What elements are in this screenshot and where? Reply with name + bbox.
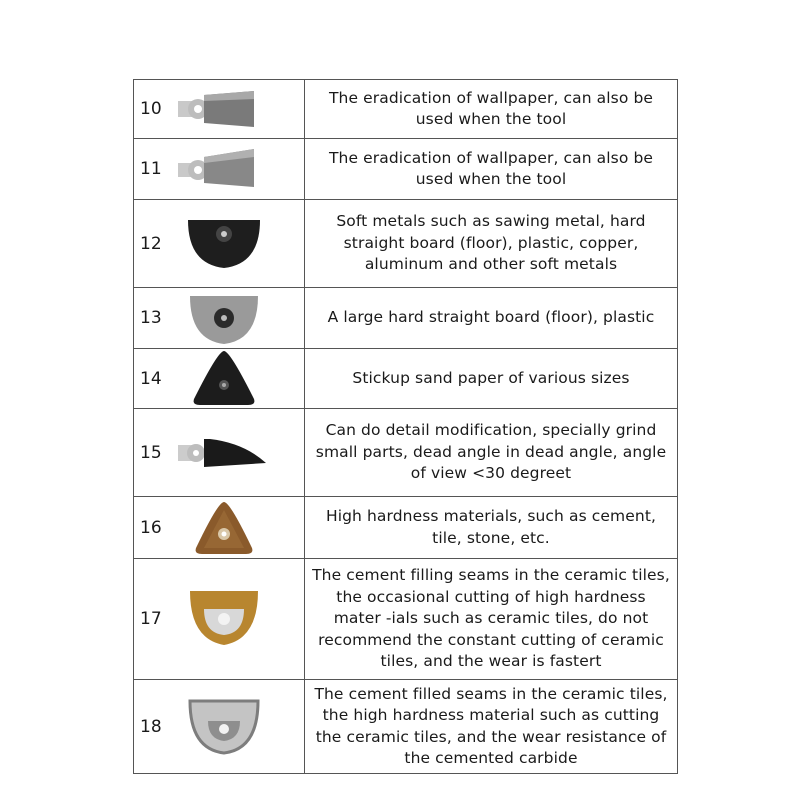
row-description: High hardness materials, such as cement, tile, stone, etc. bbox=[325, 507, 657, 547]
table-row bbox=[134, 80, 678, 139]
detail-sanding-finger-icon bbox=[174, 423, 274, 483]
number-image-cell bbox=[134, 200, 305, 288]
description-cell bbox=[305, 559, 678, 680]
number-image-cell bbox=[134, 80, 305, 139]
row-description: A large hard straight board (floor), plastic bbox=[327, 308, 655, 327]
row-number: 17 bbox=[140, 609, 162, 629]
black-segment-saw-blade-icon bbox=[174, 214, 274, 274]
row-description: Can do detail modification, specially grind small parts, dead angle in dead angle, angle of view <30 degreet bbox=[315, 421, 667, 483]
description-cell bbox=[305, 409, 678, 497]
row-number: 14 bbox=[140, 368, 162, 389]
table-row bbox=[134, 497, 678, 559]
row-description: The eradication of wallpaper, can also be used when the tool bbox=[328, 148, 654, 188]
row-number: 13 bbox=[140, 308, 162, 328]
description-cell bbox=[305, 497, 678, 559]
flat-scraper-blade-icon bbox=[174, 79, 274, 139]
number-image-cell bbox=[134, 288, 305, 349]
table-row bbox=[134, 288, 678, 349]
blade-table bbox=[133, 79, 675, 774]
table-row bbox=[134, 349, 678, 409]
description-cell bbox=[305, 680, 678, 774]
row-number: 18 bbox=[140, 716, 162, 737]
number-image-cell bbox=[134, 139, 305, 200]
table-row bbox=[134, 680, 678, 774]
row-number: 10 bbox=[140, 99, 162, 119]
description-cell bbox=[305, 200, 678, 288]
carbide-segment-blade-icon bbox=[174, 589, 274, 649]
number-image-cell bbox=[134, 349, 305, 409]
row-number: 11 bbox=[140, 159, 162, 179]
description-cell bbox=[305, 349, 678, 409]
description-cell bbox=[305, 139, 678, 200]
grey-segment-saw-blade-icon bbox=[174, 288, 274, 348]
carbide-triangle-rasp-icon bbox=[174, 498, 274, 558]
row-description: The eradication of wallpaper, can also be used when the tool bbox=[328, 88, 654, 128]
row-number: 15 bbox=[140, 442, 162, 463]
row-description: The cement filled seams in the ceramic tiles, the high hardness material such as cutting the ceramic tiles, and the wear resistance of the cemented carbide bbox=[314, 684, 668, 767]
number-image-cell bbox=[134, 680, 305, 774]
diamond-segment-blade-icon bbox=[174, 697, 274, 757]
table-row bbox=[134, 559, 678, 680]
row-description: Stickup sand paper of various sizes bbox=[352, 368, 630, 387]
row-number: 12 bbox=[140, 233, 162, 254]
number-image-cell bbox=[134, 409, 305, 497]
number-image-cell bbox=[134, 559, 305, 680]
row-description: The cement filling seams in the ceramic tiles, the occasional cutting of high hardness mater -ials such as ceramic tiles, do not recommend the constant cutting of ceramic tiles, and the wear is fastert bbox=[312, 566, 670, 671]
table-row bbox=[134, 200, 678, 288]
description-cell bbox=[305, 288, 678, 349]
triangular-sanding-pad-icon bbox=[174, 349, 274, 409]
description-cell bbox=[305, 80, 678, 139]
table-row bbox=[134, 139, 678, 200]
row-number: 16 bbox=[140, 517, 162, 538]
table-row bbox=[134, 409, 678, 497]
row-description: Soft metals such as sawing metal, hard straight board (floor), plastic, copper, aluminum and other soft metals bbox=[336, 212, 646, 274]
flat-scraper-blade-icon bbox=[174, 139, 274, 199]
number-image-cell bbox=[134, 497, 305, 559]
